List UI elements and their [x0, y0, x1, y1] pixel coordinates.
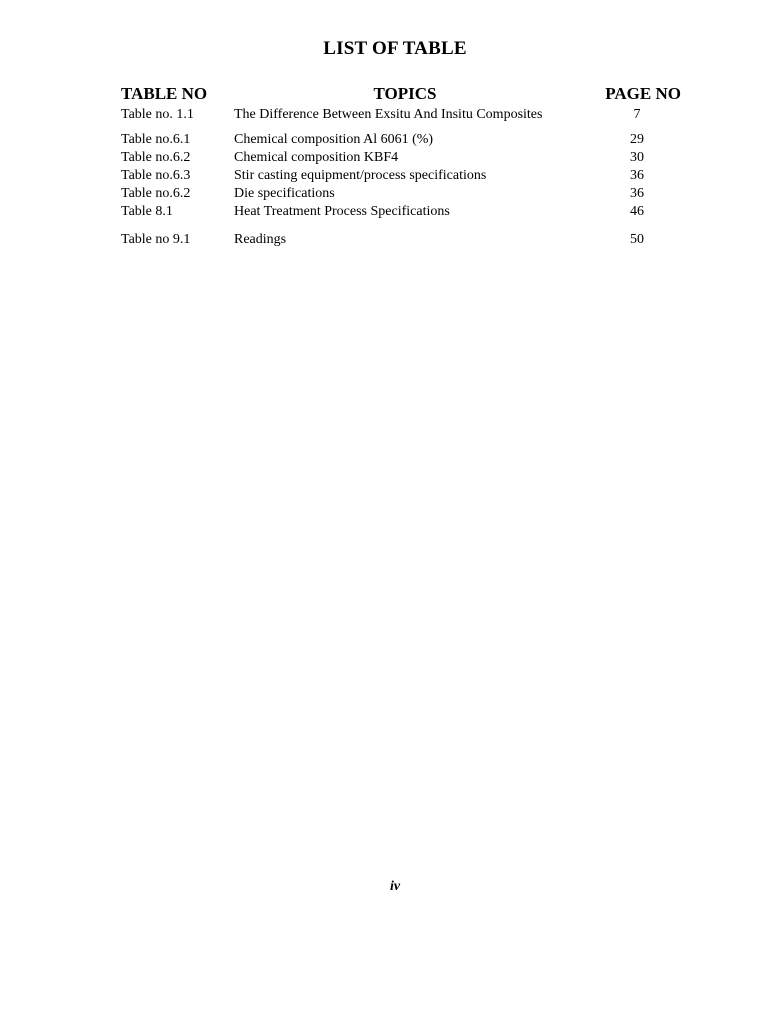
table-row [121, 149, 681, 167]
row-table-no: Table no 9.1 [121, 232, 191, 247]
row-topic: Readings [234, 232, 287, 247]
row-table-no: Table no. 1.1 [121, 107, 194, 122]
header-topics: TOPICS [373, 84, 437, 103]
row-topic: Chemical composition KBF4 [234, 150, 399, 165]
row-table-no: Table no.6.2 [121, 150, 191, 165]
row-topic: Chemical composition Al 6061 (%) [234, 132, 434, 147]
row-page-no: 29 [630, 132, 644, 147]
list-of-tables [121, 84, 681, 249]
row-topic: Heat Treatment Process Specifications [234, 204, 450, 219]
table-row [121, 131, 681, 149]
row-table-no: Table 8.1 [121, 204, 173, 219]
row-topic: Stir casting equipment/process specifications [234, 168, 487, 183]
row-page-no: 30 [630, 150, 644, 165]
header-page-no: PAGE NO [605, 84, 681, 103]
table-row [121, 106, 681, 124]
footer-page-number: iv [389, 879, 401, 894]
row-topic: Die specifications [234, 186, 335, 201]
table-row [121, 167, 681, 185]
row-page-no: 50 [630, 232, 644, 247]
header-table-no: TABLE NO [121, 84, 208, 103]
row-page-no: 7 [633, 107, 641, 122]
table-row [121, 231, 681, 249]
row-page-no: 36 [630, 168, 644, 183]
row-table-no: Table no.6.3 [121, 168, 191, 183]
row-table-no: Table no.6.2 [121, 186, 191, 201]
table-row [121, 185, 681, 203]
row-page-no: 36 [630, 186, 644, 201]
table-row [121, 203, 681, 221]
row-topic: The Difference Between Exsitu And Insitu Composites [234, 107, 543, 122]
row-table-no: Table no.6.1 [121, 132, 191, 147]
page-title: LIST OF TABLE [323, 38, 467, 59]
row-page-no: 46 [630, 204, 644, 219]
table-header-row [121, 84, 681, 106]
